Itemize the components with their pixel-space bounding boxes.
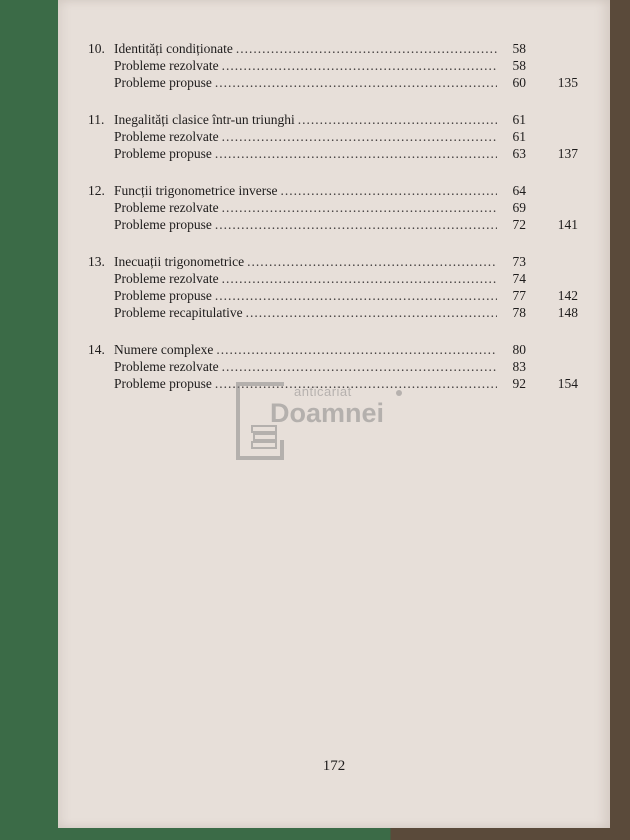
page-number: 61 [512,129,526,144]
page-folio: 172 [322,758,346,774]
page-number: 64 [512,183,526,198]
chapter-heading-line [88,111,578,128]
dot-leader [246,304,497,321]
page-number: 63 [512,146,526,161]
dot-leader [216,341,497,358]
book-page [58,0,610,828]
solutions-page-number: 148 [557,305,578,320]
page-number: 92 [512,376,526,391]
toc-entry-line [88,145,578,162]
page-number: 73 [512,254,526,269]
toc-chapter [88,40,578,91]
chapter-number: 12. [88,183,105,198]
dot-leader [215,145,497,162]
watermark-big-text: Doamnei [270,398,385,428]
chapter-heading-line [88,341,578,358]
page-number: 80 [512,342,526,357]
page-number: 83 [512,359,526,374]
page-number: 60 [512,75,526,90]
toc-entry-line [88,216,578,233]
entry-label: Probleme rezolvate [114,129,219,144]
dot-leader [280,182,497,199]
page-number: 58 [512,41,526,56]
toc-entry-line [88,199,578,216]
chapter-title: Identități condiționate [114,41,233,56]
toc-entry-line [88,57,578,74]
page-number: 77 [512,288,526,303]
dot-leader [298,111,497,128]
solutions-page-number: 135 [557,75,578,90]
entry-label: Probleme recapitulative [114,305,243,320]
toc-entry-line [88,287,578,304]
chapter-heading-line [88,253,578,270]
dot-leader [222,57,497,74]
chapter-number: 13. [88,254,105,269]
page-number: 72 [512,217,526,232]
watermark-dot [396,390,402,396]
page-number: 74 [512,271,526,286]
entry-label: Probleme propuse [114,376,212,391]
dot-leader [247,253,497,270]
entry-label: Probleme propuse [114,217,212,232]
toc-chapter [88,111,578,162]
solutions-page-number: 142 [557,288,578,303]
entry-label: Probleme propuse [114,75,212,90]
page-number: 58 [512,58,526,73]
dot-leader [222,199,497,216]
dot-leader [215,216,497,233]
chapter-number: 10. [88,41,105,56]
page-number: 61 [512,112,526,127]
watermark-small-text: anticariat [294,384,352,399]
toc-chapter [88,182,578,233]
toc-entry-line [88,304,578,321]
chapter-title: Numere complexe [114,342,214,357]
entry-label: Probleme rezolvate [114,271,219,286]
entry-label: Probleme rezolvate [114,58,219,73]
dot-leader [215,74,497,91]
solutions-page-number: 141 [557,217,578,232]
chapter-number: 14. [88,342,105,357]
entry-label: Probleme propuse [114,146,212,161]
table-of-contents [88,40,578,412]
page-number: 78 [512,305,526,320]
page-number: 69 [512,200,526,215]
chapter-heading-line [88,182,578,199]
toc-entry-line [88,358,578,375]
watermark-logo [236,382,426,462]
chapter-title: Funcții trigonometrice inverse [114,183,278,198]
dot-leader [222,128,497,145]
chapter-title: Inecuații trigonometrice [114,254,245,269]
entry-label: Probleme propuse [114,288,212,303]
dot-leader [222,358,497,375]
chapter-heading-line [88,40,578,57]
entry-label: Probleme rezolvate [114,359,219,374]
toc-entry-line [88,270,578,287]
dot-leader [215,287,497,304]
solutions-page-number: 137 [557,146,578,161]
toc-entry-line [88,74,578,91]
chapter-number: 11. [88,112,105,127]
toc-chapter [88,253,578,321]
dot-leader [236,40,497,57]
entry-label: Probleme rezolvate [114,200,219,215]
toc-entry-line [88,128,578,145]
solutions-page-number: 154 [557,376,578,391]
chapter-title: Inegalități clasice într-un triunghi [114,112,295,127]
dot-leader [222,270,497,287]
